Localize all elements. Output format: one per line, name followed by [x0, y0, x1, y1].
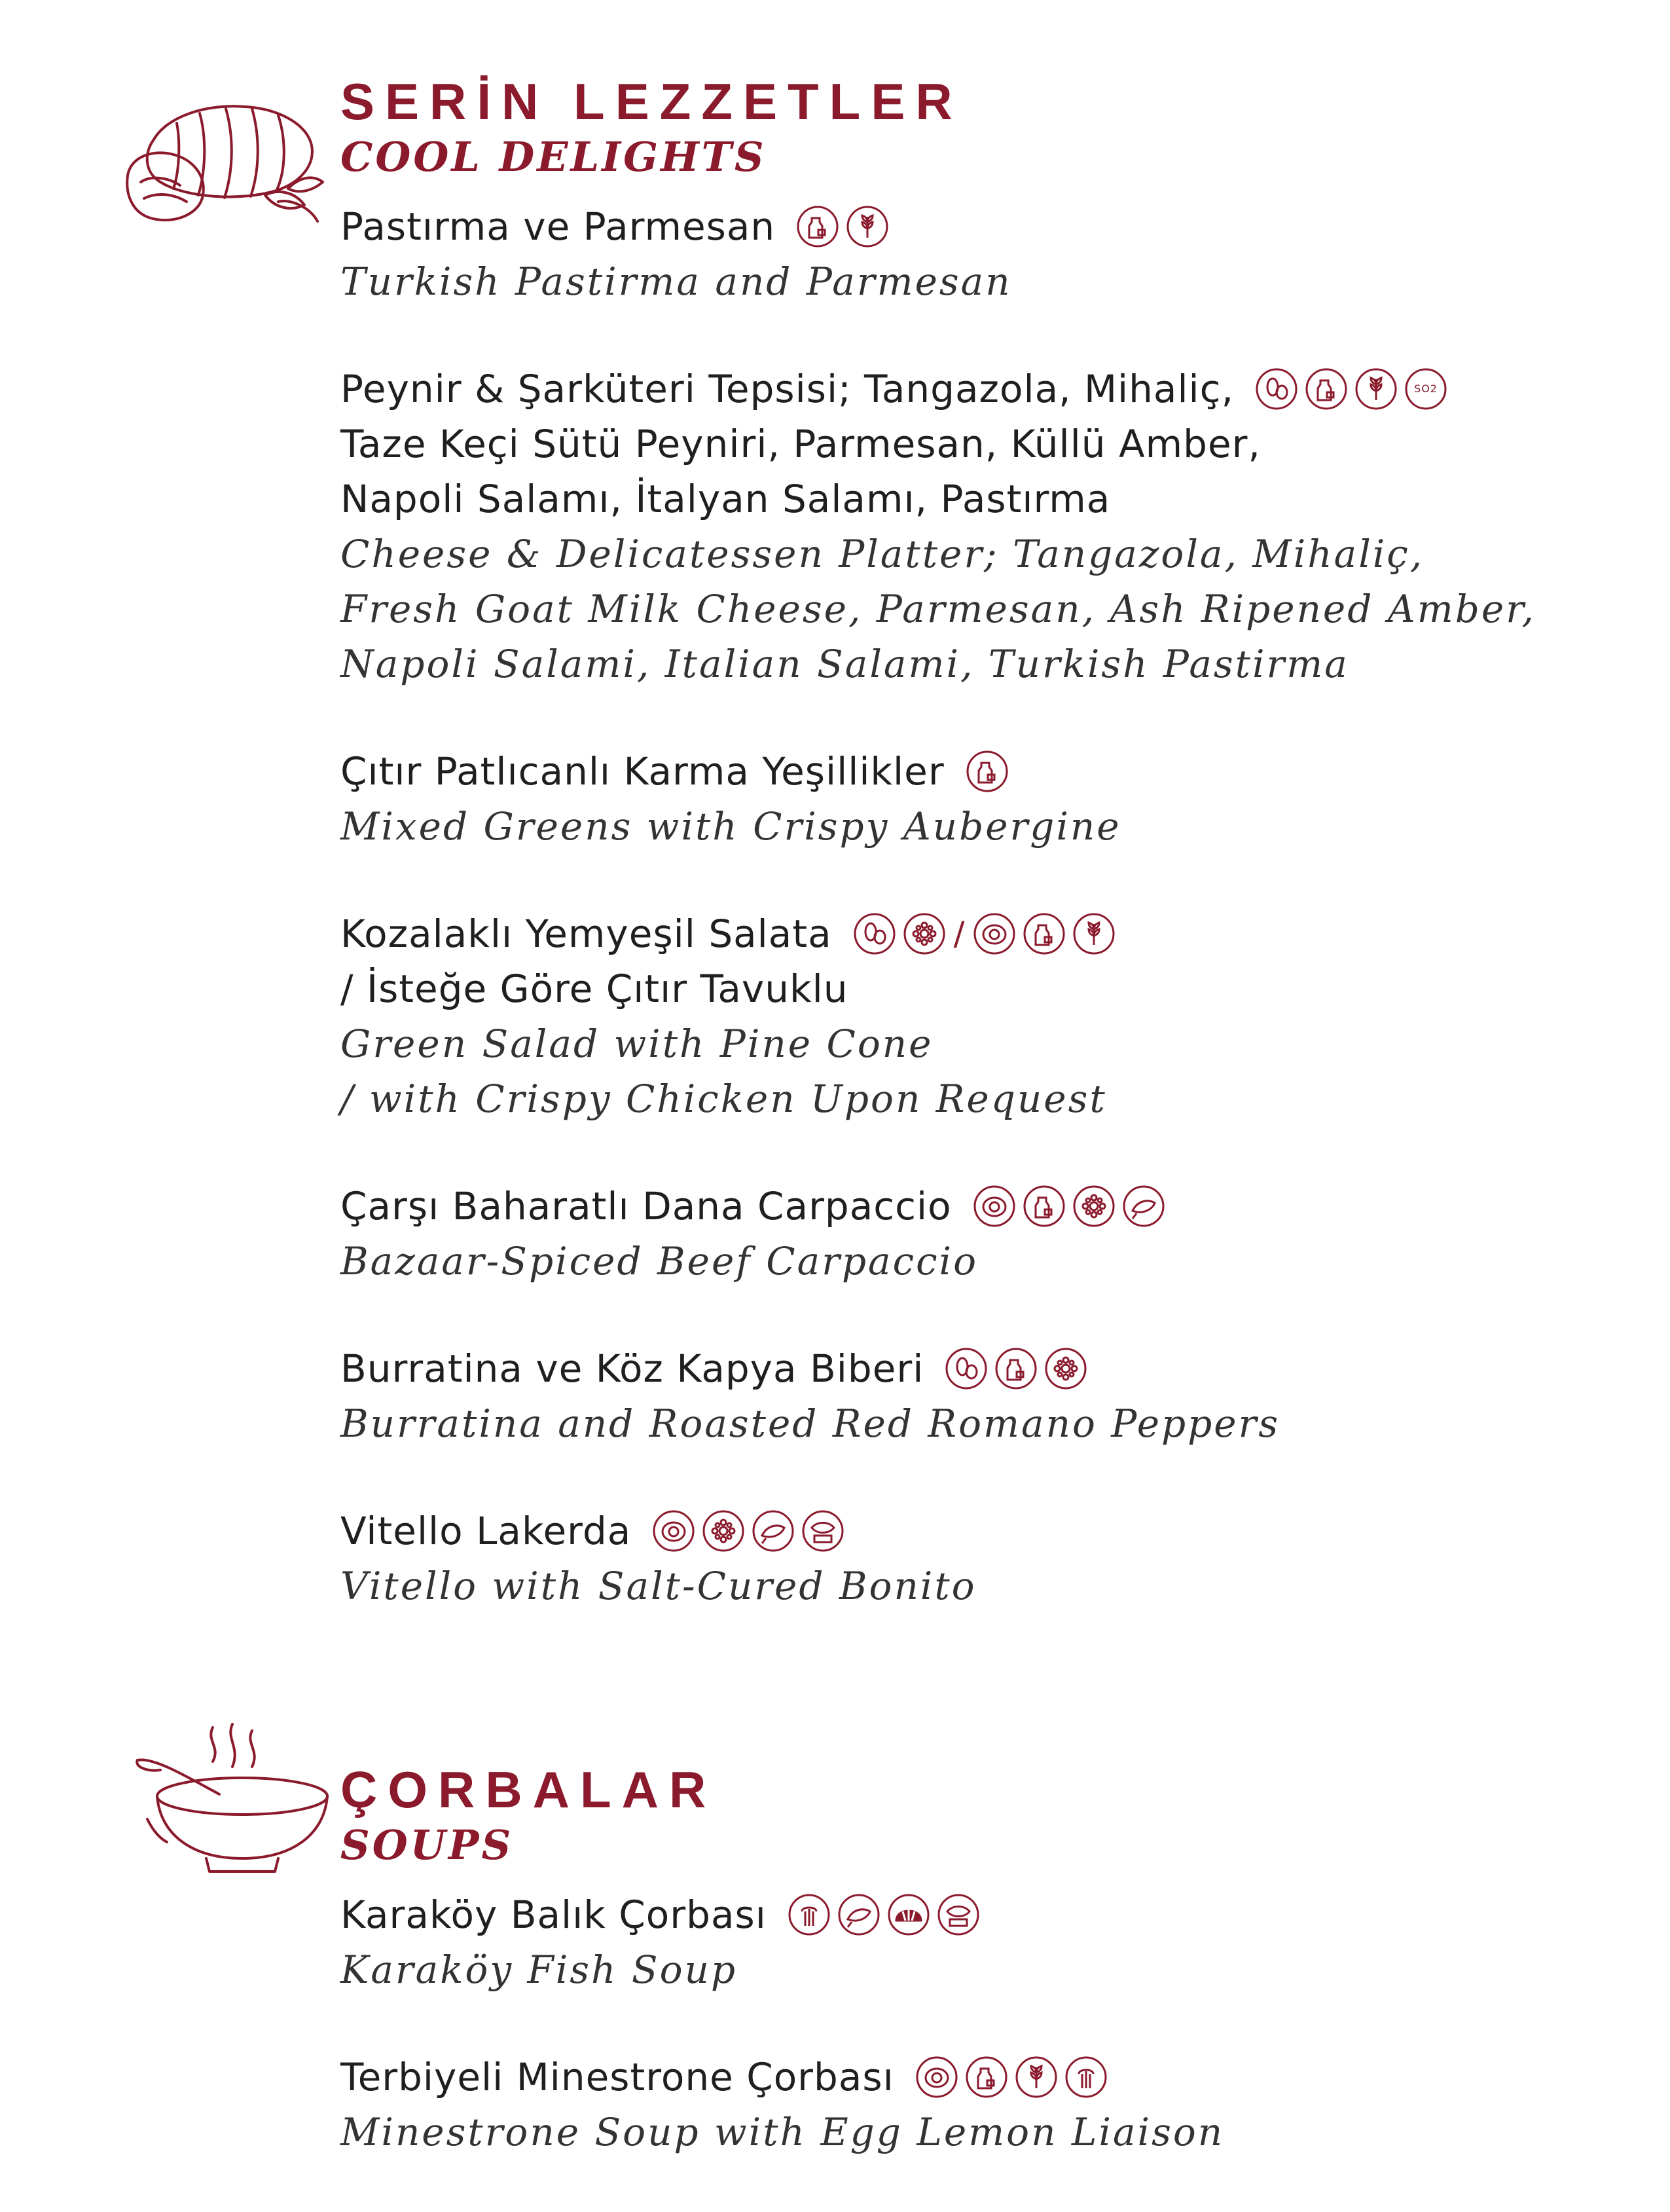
cool-delights-section [340, 72, 1637, 1666]
fish-icon [837, 1893, 880, 1936]
dish-name-turkish [340, 1503, 1637, 1558]
celery-icon [1064, 2055, 1108, 2099]
dish-name-text: Karaköy Balık Çorbası [340, 1892, 767, 1937]
milk-icon [994, 1347, 1038, 1390]
soups-section [340, 1760, 1637, 2212]
dish-name-english: Burratina and Roasted Red Romano Peppers [340, 1401, 1280, 1446]
fish-icon [752, 1509, 795, 1553]
dish-name-turkish [340, 1179, 1637, 1234]
section-subtitle: COOL DELIGHTS [340, 133, 767, 181]
dish-name-english: Mixed Greens with Crispy Aubergine [340, 804, 1121, 849]
allergen-icons [796, 205, 889, 248]
gluten-icon [1072, 912, 1116, 955]
dish-name-turkish [340, 906, 1637, 961]
section-title: SERİN LEZZETLER [340, 73, 963, 130]
milk-icon [796, 205, 839, 248]
menu-item [340, 1341, 1637, 1451]
dish-name-turkish [340, 471, 1637, 526]
dish-name-turkish [340, 199, 1637, 254]
menu-items-list [340, 199, 1637, 1613]
mustard-icon [702, 1509, 745, 1553]
allergen-icons [973, 1185, 1165, 1228]
milk-icon [1305, 367, 1348, 411]
egg-icon [973, 912, 1016, 955]
egg-icon [915, 2055, 958, 2099]
dish-name-text: Napoli Salamı, İtalyan Salamı, Pastırma [340, 477, 1111, 521]
allergen-icons [652, 1509, 844, 1553]
gluten-icon [846, 205, 889, 248]
nuts-icon [853, 912, 896, 955]
dish-name-english: / with Crispy Chicken Upon Request [340, 1077, 1107, 1121]
milk-icon [966, 750, 1009, 793]
mustard-icon [903, 912, 946, 955]
mustard-icon [1044, 1347, 1087, 1390]
dish-name-text: Peynir & Şarküteri Tepsisi; Tangazola, Mihaliç, [340, 367, 1234, 411]
dish-name-text: Terbiyeli Minestrone Çorbası [340, 2055, 894, 2099]
dish-name-text: Vitello Lakerda [340, 1509, 632, 1553]
nuts-icon [945, 1347, 988, 1390]
menu-item [340, 1503, 1637, 1613]
sulphite-icon [1404, 367, 1447, 411]
menu-items-list [340, 1887, 1637, 2160]
gluten-icon [1015, 2055, 1058, 2099]
icon-separator: / [953, 915, 966, 953]
dish-name-turkish [340, 361, 1637, 416]
dish-name-english: Minestrone Soup with Egg Lemon Liaison [340, 2110, 1225, 2154]
shellfish-icon [887, 1893, 930, 1936]
dish-name-text: Pastırma ve Parmesan [340, 204, 776, 249]
menu-item [340, 1179, 1637, 1289]
dish-name-english: Turkish Pastirma and Parmesan [340, 259, 1012, 304]
soup-bowl-illustration [134, 1721, 331, 1878]
soy-icon [801, 1509, 844, 1553]
milk-icon [965, 2055, 1008, 2099]
section-title: ÇORBALAR [340, 1761, 717, 1818]
menu-item [340, 361, 1637, 691]
dish-name-text: Burratina ve Köz Kapya Biberi [340, 1346, 924, 1391]
allergen-icons [788, 1893, 980, 1936]
celery-icon [788, 1893, 831, 1936]
allergen-icons [966, 750, 1009, 793]
svg-text:SO2: SO2 [1414, 382, 1438, 395]
egg-icon [652, 1509, 695, 1553]
allergen-icons [853, 906, 1116, 961]
dish-name-text: Kozalaklı Yemyeşil Salata [340, 912, 832, 956]
soy-icon [937, 1893, 980, 1936]
dish-name-turkish [340, 1887, 1637, 1942]
allergen-icons [915, 2055, 1108, 2099]
dish-name-text: Taze Keçi Sütü Peyniri, Parmesan, Küllü Amber, [340, 422, 1261, 466]
menu-item [340, 906, 1637, 1126]
dish-name-english: Fresh Goat Milk Cheese, Parmesan, Ash Ripened Amber, [340, 587, 1536, 631]
section-subtitle: SOUPS [340, 1821, 514, 1869]
dish-name-english: Bazaar-Spiced Beef Carpaccio [340, 1239, 979, 1283]
dish-name-turkish [340, 416, 1637, 471]
menu-item [340, 744, 1637, 854]
cold-cuts-illustration [115, 77, 331, 231]
allergen-icons [945, 1347, 1087, 1390]
menu-item [340, 1887, 1637, 1997]
dish-name-text: Çarşı Baharatlı Dana Carpaccio [340, 1184, 952, 1228]
nuts-icon [1255, 367, 1298, 411]
dish-name-english: Napoli Salami, Italian Salami, Turkish Pastirma [340, 642, 1349, 686]
dish-name-turkish [340, 1341, 1637, 1396]
fish-icon [1122, 1185, 1165, 1228]
dish-name-text: Çıtır Patlıcanlı Karma Yeşillikler [340, 749, 945, 794]
allergen-icons [1255, 367, 1447, 411]
egg-icon [973, 1185, 1016, 1228]
milk-icon [1023, 912, 1066, 955]
dish-name-text: / İsteğe Göre Çıtır Tavuklu [340, 967, 848, 1011]
mustard-icon [1072, 1185, 1116, 1228]
dish-name-english: Cheese & Delicatessen Platter; Tangazola, Mihaliç, [340, 532, 1425, 576]
dish-name-turkish [340, 2050, 1637, 2105]
dish-name-english: Green Salad with Pine Cone [340, 1022, 934, 1066]
dish-name-turkish [340, 744, 1637, 799]
dish-name-english: Vitello with Salt-Cured Bonito [340, 1564, 977, 1608]
dish-name-english: Karaköy Fish Soup [340, 1947, 737, 1992]
milk-icon [1023, 1185, 1066, 1228]
dish-name-turkish [340, 961, 1637, 1016]
menu-item [340, 199, 1637, 309]
menu-item [340, 2050, 1637, 2160]
gluten-icon [1354, 367, 1398, 411]
